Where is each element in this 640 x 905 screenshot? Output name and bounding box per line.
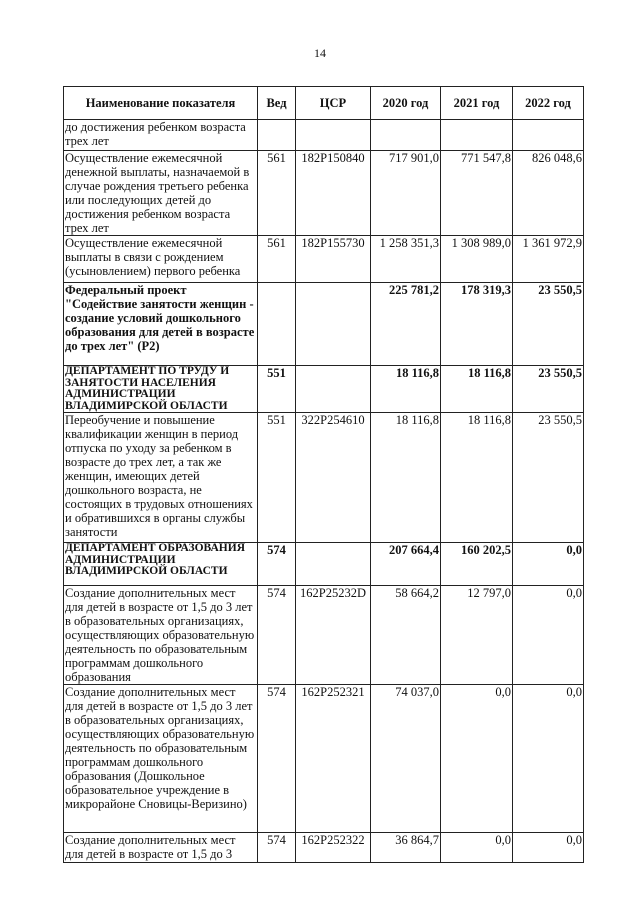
- cell-2020: 58 664,2: [371, 586, 441, 685]
- cell-name: Создание дополнительных мест для детей в возрасте от 1,5 до 3 лет в образовательных организациях, осуществляющих образовательную деятельность по образовательным программам дошкольного образования: [64, 586, 258, 685]
- cell-2021: [441, 120, 513, 151]
- table-header-row: [64, 87, 584, 120]
- table-row: [64, 283, 584, 366]
- page-number: 14: [314, 46, 326, 60]
- cell-ved: 561: [258, 236, 296, 283]
- cell-ved: [258, 283, 296, 366]
- cell-2021: 18 116,8: [441, 413, 513, 543]
- cell-2020: 18 116,8: [371, 413, 441, 543]
- budget-table: [63, 86, 584, 863]
- cell-2020: 1 258 351,3: [371, 236, 441, 283]
- cell-2022: 826 048,6: [513, 151, 584, 236]
- cell-2022: 0,0: [513, 685, 584, 833]
- table-row-department: [64, 366, 584, 413]
- cell-ved: 574: [258, 833, 296, 863]
- cell-2022: 23 550,5: [513, 413, 584, 543]
- cell-ved: 561: [258, 151, 296, 236]
- cell-name: ДЕПАРТАМЕНТ ОБРАЗОВАНИЯ АДМИНИСТРАЦИИ ВЛАДИМИРСКОЙ ОБЛАСТИ: [64, 543, 258, 586]
- cell-2022: 23 550,5: [513, 366, 584, 413]
- header-ved: Вед: [258, 87, 296, 120]
- cell-2021: 0,0: [441, 833, 513, 863]
- cell-ved: [258, 120, 296, 151]
- table-row: [64, 413, 584, 543]
- cell-2020: [371, 120, 441, 151]
- cell-2021: 1 308 989,0: [441, 236, 513, 283]
- table-row: [64, 685, 584, 833]
- cell-name: Осуществление ежемесячной денежной выплаты, назначаемой в случае рождения третьего ребенка или последующих детей до достижения ребенком возраста трех лет: [64, 151, 258, 236]
- table-row: [64, 236, 584, 283]
- cell-csr: [296, 543, 371, 586]
- header-2022: 2022 год: [513, 87, 584, 120]
- cell-ved: 551: [258, 366, 296, 413]
- cell-name: Создание дополнительных мест для детей в возрасте от 1,5 до 3: [64, 833, 258, 863]
- cell-2020: 74 037,0: [371, 685, 441, 833]
- cell-csr: 182P155730: [296, 236, 371, 283]
- table-row-department: [64, 543, 584, 586]
- cell-2021: 160 202,5: [441, 543, 513, 586]
- cell-csr: 322P254610: [296, 413, 371, 543]
- cell-2022: 0,0: [513, 543, 584, 586]
- cell-2021: 18 116,8: [441, 366, 513, 413]
- cell-2021: 771 547,8: [441, 151, 513, 236]
- cell-ved: 551: [258, 413, 296, 543]
- cell-ved: 574: [258, 586, 296, 685]
- cell-csr: [296, 366, 371, 413]
- header-2020: 2020 год: [371, 87, 441, 120]
- cell-2022: 23 550,5: [513, 283, 584, 366]
- cell-csr: [296, 283, 371, 366]
- cell-csr: [296, 120, 371, 151]
- cell-2020: 225 781,2: [371, 283, 441, 366]
- table-row: [64, 586, 584, 685]
- cell-name: до достижения ребенком возраста трех лет: [64, 120, 258, 151]
- cell-2020: 717 901,0: [371, 151, 441, 236]
- table-row: [64, 833, 584, 863]
- table-body: [64, 120, 584, 863]
- cell-2021: 12 797,0: [441, 586, 513, 685]
- cell-name: Осуществление ежемесячной выплаты в связи с рождением (усыновлением) первого ребенка: [64, 236, 258, 283]
- cell-name: ДЕПАРТАМЕНТ ПО ТРУДУ И ЗАНЯТОСТИ НАСЕЛЕНИЯ АДМИНИСТРАЦИИ ВЛАДИМИРСКОЙ ОБЛАСТИ: [64, 366, 258, 413]
- cell-2022: 0,0: [513, 833, 584, 863]
- table-row: [64, 151, 584, 236]
- cell-2022: 0,0: [513, 586, 584, 685]
- cell-ved: 574: [258, 543, 296, 586]
- header-csr: ЦСР: [296, 87, 371, 120]
- cell-csr: 182P150840: [296, 151, 371, 236]
- cell-csr: 162P252321: [296, 685, 371, 833]
- cell-2020: 18 116,8: [371, 366, 441, 413]
- header-2021: 2021 год: [441, 87, 513, 120]
- cell-csr: 162P25232D: [296, 586, 371, 685]
- cell-csr: 162P252322: [296, 833, 371, 863]
- cell-2022: [513, 120, 584, 151]
- cell-2020: 36 864,7: [371, 833, 441, 863]
- cell-name: Создание дополнительных мест для детей в возрасте от 1,5 до 3 лет в образовательных организациях, осуществляющих образовательную деятельность по образовательным программам дошкольного образования (Дошкольное образовательное учреждение в микрорайоне Сновицы-Веризино): [64, 685, 258, 833]
- cell-2020: 207 664,4: [371, 543, 441, 586]
- cell-name: Федеральный проект "Содействие занятости женщин - создание условий дошкольного образования для детей в возрасте до трех лет" (P2): [64, 283, 258, 366]
- cell-name: Переобучение и повышение квалификации женщин в период отпуска по уходу за ребенком в возрасте до трех лет, а так же женщин, имеющих детей дошкольного возраста, не состоящих в трудовых отношениях и обратившихся в органы службы занятости: [64, 413, 258, 543]
- header-name: Наименование показателя: [64, 87, 258, 120]
- table-row: [64, 120, 584, 151]
- cell-2022: 1 361 972,9: [513, 236, 584, 283]
- cell-2021: 0,0: [441, 685, 513, 833]
- cell-2021: 178 319,3: [441, 283, 513, 366]
- cell-ved: 574: [258, 685, 296, 833]
